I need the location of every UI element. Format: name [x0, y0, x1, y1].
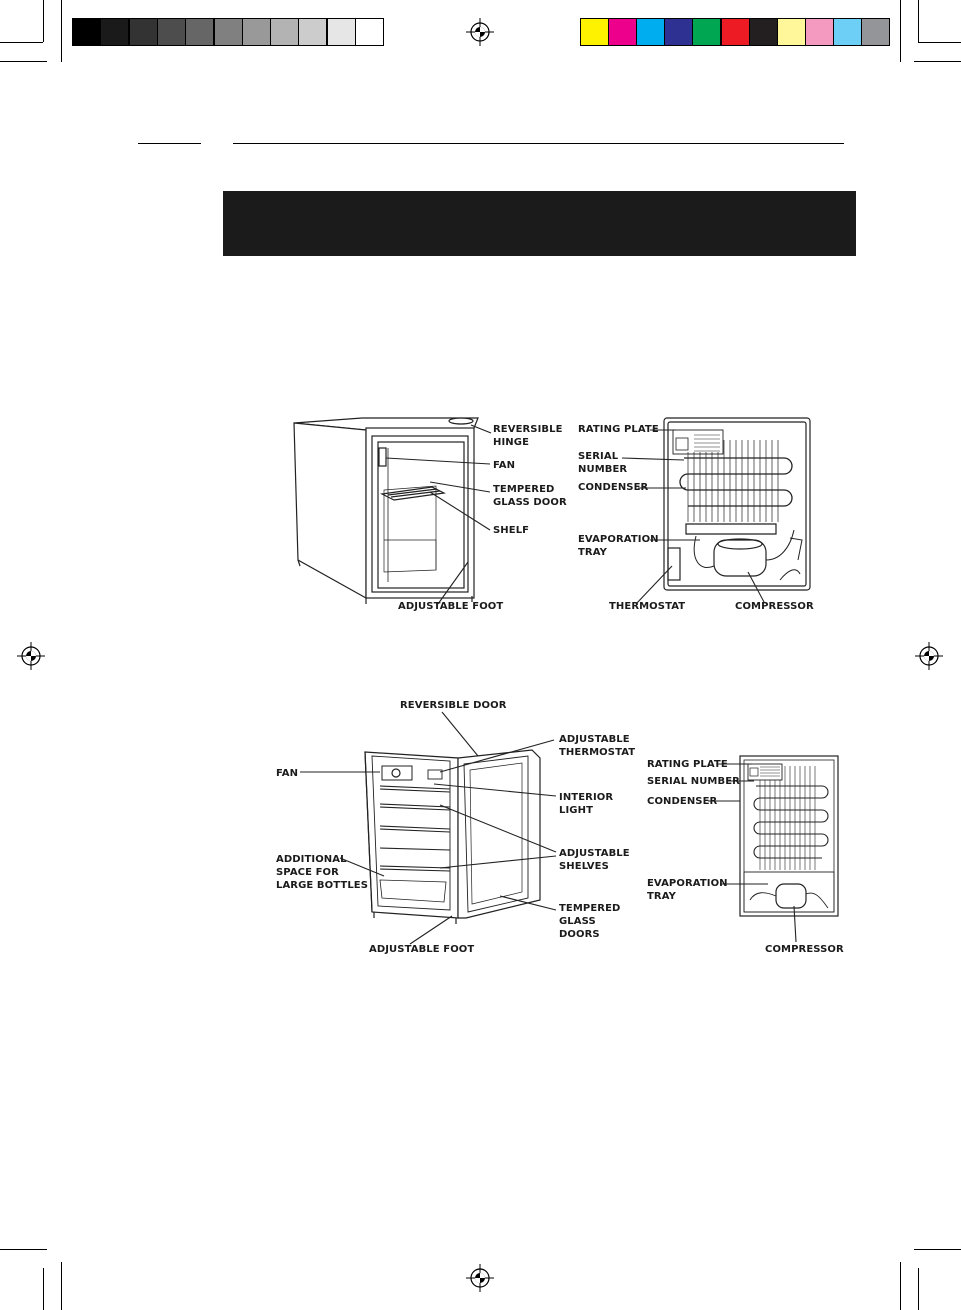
label-evaporation-tray-2: EVAPORATION TRAY	[647, 878, 728, 902]
label-adjustable-shelves: ADJUSTABLE SHELVES	[559, 848, 630, 872]
label-condenser: CONDENSER	[578, 482, 649, 493]
label-adjustable-thermostat: ADJUSTABLE THERMOSTAT	[559, 734, 636, 758]
label-serial-number-2: SERIAL NUMBER	[647, 776, 740, 787]
label-evaporation-tray: EVAPORATION TRAY	[578, 534, 659, 558]
label-reversible-hinge: REVERSIBLE HINGE	[493, 424, 563, 448]
label-compressor: COMPRESSOR	[735, 601, 814, 612]
label-interior-light: INTERIOR LIGHT	[559, 792, 614, 816]
label-shelf: SHELF	[493, 525, 530, 536]
label-rating-plate-2: RATING PLATE	[647, 759, 728, 770]
label-fan-2: FAN	[276, 768, 299, 779]
label-condenser-2: CONDENSER	[647, 796, 718, 807]
label-rating-plate: RATING PLATE	[578, 424, 659, 435]
label-tempered-glass-door: TEMPERED GLASS DOOR	[493, 484, 567, 508]
label-adjustable-foot: ADJUSTABLE FOOT	[398, 601, 504, 612]
label-reversible-door: REVERSIBLE DOOR	[400, 700, 507, 711]
label-additional-space: ADDITIONAL SPACE FOR LARGE BOTTLES	[276, 854, 369, 891]
label-compressor-2: COMPRESSOR	[765, 944, 844, 955]
label-thermostat: THERMOSTAT	[609, 601, 686, 612]
label-serial-number: SERIAL NUMBER	[578, 451, 628, 475]
label-fan: FAN	[493, 460, 516, 471]
label-tempered-glass-doors: TEMPERED GLASS DOORS	[559, 903, 621, 940]
label-adjustable-foot-2: ADJUSTABLE FOOT	[369, 944, 475, 955]
